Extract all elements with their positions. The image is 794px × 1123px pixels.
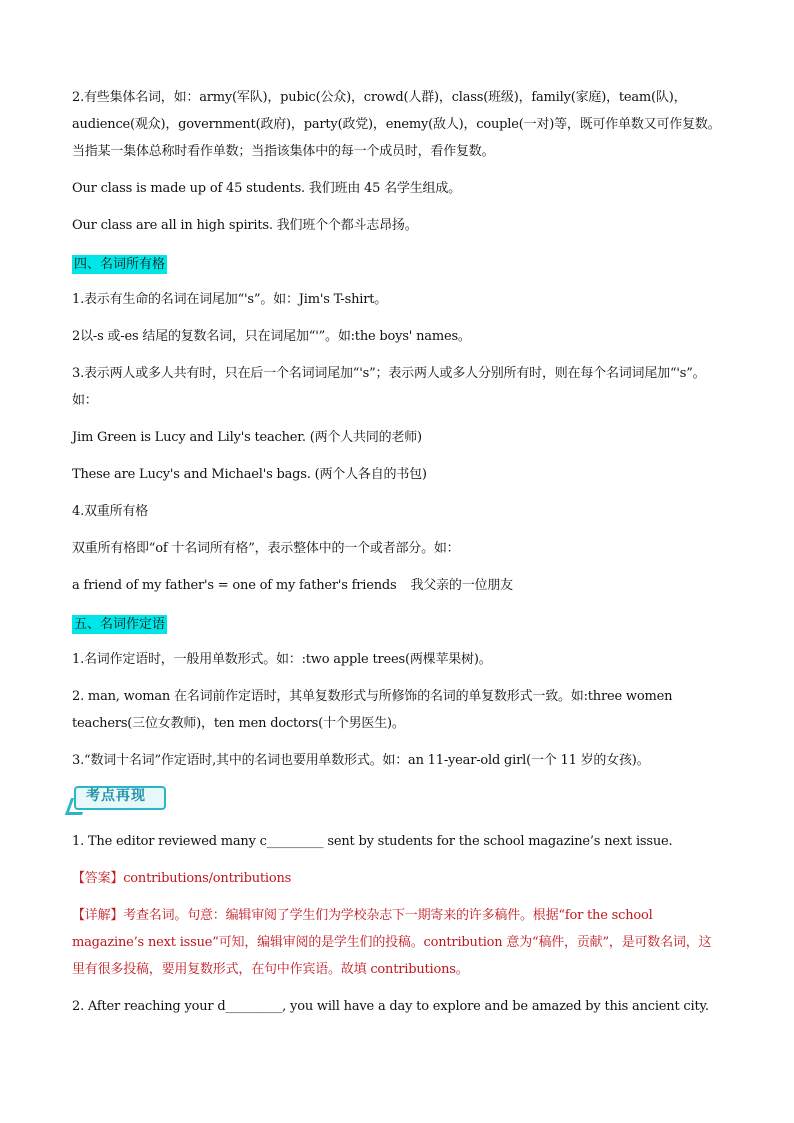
badge-tick-icon [65,798,88,815]
answer-label: 【答案】 [72,871,124,886]
example-class-singular: Our class is made up of 45 students. 我们班由 45 名学生组成。 [72,181,461,196]
question-1-detail [72,902,724,983]
possessive-example-shared: Jim Green is Lucy and Lily's teacher. (两个人共同的老师) [72,430,422,445]
badge-label: 考点再现 [86,788,146,804]
detail-label: 【详解】 [72,908,124,923]
exam-points-badge [72,784,724,814]
attributive-rule-3: 3.“数词十名词”作定语时,其中的名词也要用单数形式。如：an 11-year-old girl(一个 11 岁的女孩)。 [72,753,650,768]
double-possessive-example-en: a friend of my father's = one of my father's friends [72,578,397,593]
answer-text: contributions/ontributions [123,871,292,886]
detail-text: 考查名词。句意：编辑审阅了学生们为学校杂志下一期寄来的许多稿件。根据“for the school magazine’s next issue”可知，编辑审阅的是学生们的投稿。contribution 意为“稿件，贡献”，是可数名词，这里有很多投稿，要用复数形式，在句中作宾语。故填 contributions。 [72,908,712,977]
possessive-rule-2: 2以-s 或-es 结尾的复数名词，只在词尾加“'”。如:the boys' names。 [72,329,471,344]
paragraph-collective-nouns: 2.有些集体名词，如：army(军队)，pubic(公众)，crowd(人群)，class(班级)，family(家庭)，team(队)，audience(观众)，government(政府)，party(政党)，enemy(敌人)，couple(一对)等，既可作单数又可作复数。当指某一集体总称时看作单数；当指该集体中的每一个成员时，看作复数。 [72,90,721,159]
possessive-rule-4-desc: 双重所有格即“of 十名词所有格”，表示整体中的一个或者部分。如： [72,541,460,556]
question-2: 2. After reaching your d_________, you will have a day to explore and be amazed by this ancient city. [72,999,709,1014]
attributive-rule-1: 1.名词作定语时，一般用单数形式。如：:two apple trees(两棵苹果树)。 [72,652,492,667]
section-heading-attributive-text: 五、名词作定语 [74,617,166,632]
section-heading-possessive-text: 四、名词所有格 [74,257,166,272]
possessive-rule-3: 3.表示两人或多人共有时，只在后一个名词词尾加“'s”；表示两人或多人分别所有时，则在每个名词词尾加“'s”。如： [72,366,706,408]
attributive-rule-2: 2. man, woman 在名词前作定语时，其单复数形式与所修饰的名词的单复数形式一致。如:three women teachers(三位女教师)，ten men doctors(十个男医生)。 [72,689,673,731]
example-class-plural: Our class are all in high spirits. 我们班个个都斗志昂扬。 [72,218,418,233]
question-1: 1. The editor reviewed many c_________ sent by students for the school magazine’s next issue. [72,834,673,849]
double-possessive-example-cn: 我父亲的一位朋友 [410,578,513,593]
section-heading-attributive [72,609,724,636]
possessive-example-separate: These are Lucy's and Michael's bags. (两个人各自的书包) [72,467,427,482]
section-heading-possessive [72,249,724,276]
possessive-rule-4-example [72,572,724,599]
possessive-rule-4-title: 4.双重所有格 [72,504,149,519]
question-1-answer [72,865,724,892]
document-body [72,84,724,1030]
possessive-rule-1: 1.表示有生命的名词在词尾加“'s”。如：Jim's T-shirt。 [72,292,388,307]
